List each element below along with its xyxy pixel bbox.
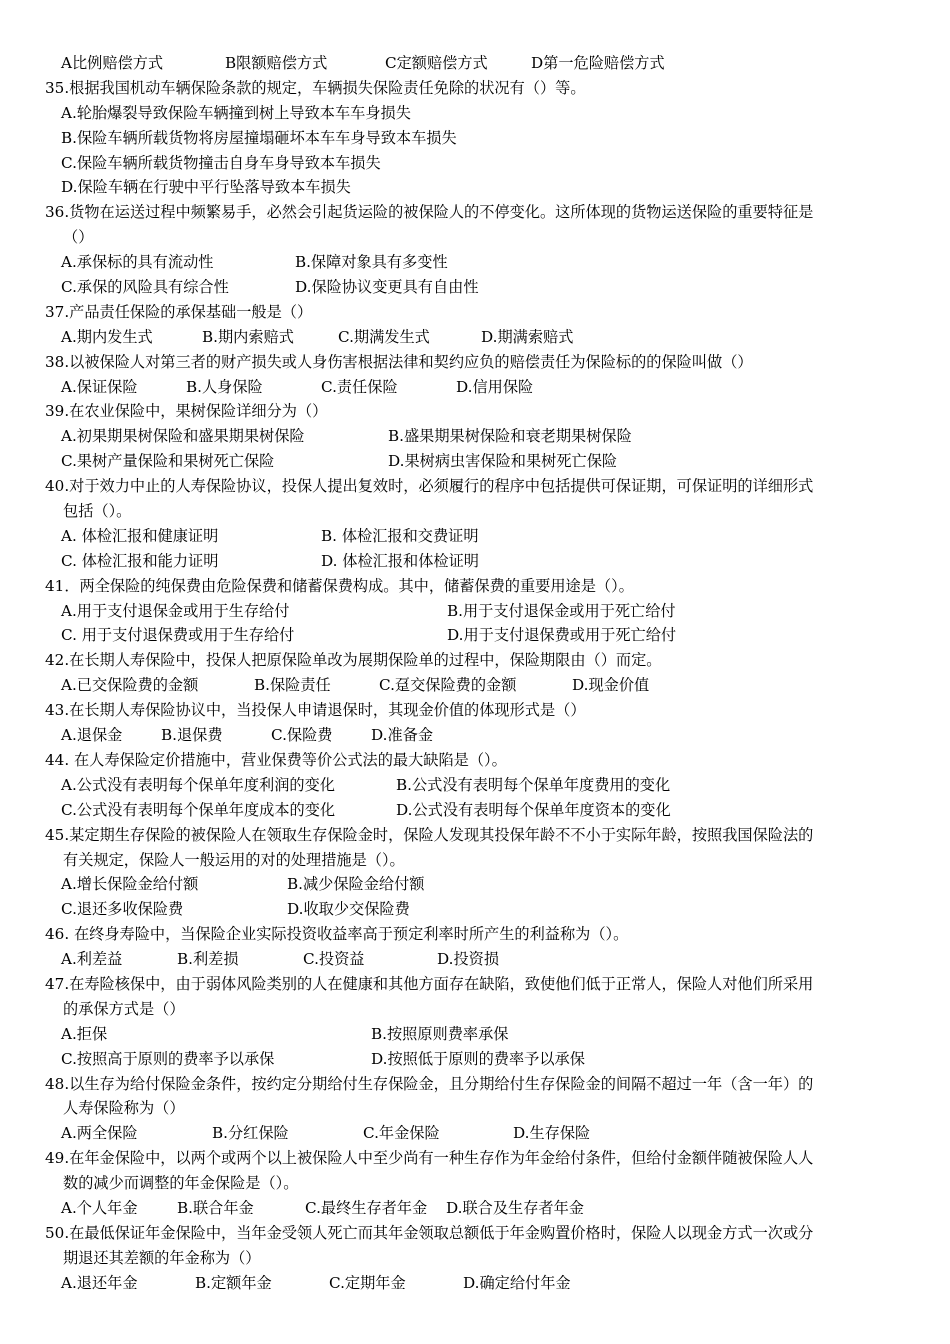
answer-option: B限额赔偿方式 bbox=[225, 54, 328, 72]
question-text: 47.在寿险核保中，由于弱体风险类别的人在健康和其他方面存在缺陷，致使他们低于正常人，保险人对他们所采用 bbox=[45, 974, 814, 993]
options-row bbox=[45, 424, 910, 449]
answer-option: D. 体检汇报和体检证明 bbox=[321, 551, 479, 570]
answer-option: C.最终生存者年金 bbox=[305, 1198, 428, 1217]
answer-option: A.退还年金 bbox=[61, 1273, 138, 1292]
answer-option: C.保险费 bbox=[271, 726, 333, 745]
options-row bbox=[45, 151, 910, 176]
answer-option: C.期满发生式 bbox=[338, 327, 430, 346]
answer-option: C.公式没有表明每个保单年度成本的变化 bbox=[61, 800, 336, 819]
question-text-continued: 包括（）。 bbox=[63, 502, 132, 521]
answer-option: B.期内索赔式 bbox=[202, 327, 294, 346]
options-row bbox=[45, 524, 910, 549]
answer-option: D.公式没有表明每个保单年度资本的变化 bbox=[396, 800, 671, 819]
answer-option: D.收取少交保险费 bbox=[287, 900, 410, 919]
answer-option: D.保险协议变更具有自由性 bbox=[295, 278, 479, 297]
answer-option: D.按照低于原则的费率予以承保 bbox=[371, 1049, 585, 1068]
question-text: 38.以被保险人对第三者的财产损失或人身伤害根据法律和契约应负的赔偿责任为保险标的的保险叫做（） bbox=[45, 352, 753, 371]
question-text: 35.根据我国机动车辆保险条款的规定，车辆损失保险责任免除的状况有（）等。 bbox=[45, 78, 586, 97]
question-text: 37.产品责任保险的承保基础一般是（） bbox=[45, 302, 313, 321]
answer-option: D.投资损 bbox=[437, 950, 500, 969]
question-text: 43.在长期人寿保险协议中，当投保人申请退保时，其现金价值的体现形式是（） bbox=[45, 701, 586, 720]
options-row bbox=[45, 947, 910, 972]
options-row bbox=[45, 623, 910, 648]
answer-option: C.投资益 bbox=[303, 950, 365, 969]
answer-option: A.承保标的具有流动性 bbox=[61, 253, 214, 272]
question-text-continued: 期退还其差额的年金称为（） bbox=[63, 1248, 261, 1267]
answer-option: D.准备金 bbox=[371, 726, 434, 745]
answer-option: D.保险车辆在行驶中平行坠落导致本车损失 bbox=[61, 178, 351, 197]
question-text-continued: 人寿保险称为（） bbox=[63, 1099, 185, 1118]
question-text-continued: （） bbox=[63, 228, 94, 247]
answer-option: A.初果期果树保险和盛果期果树保险 bbox=[61, 427, 305, 446]
answer-option: B.退保费 bbox=[161, 726, 223, 745]
options-row bbox=[45, 175, 910, 200]
options-row bbox=[45, 599, 910, 624]
answer-option: A.两全保险 bbox=[61, 1124, 138, 1143]
options-row bbox=[45, 1196, 910, 1221]
answer-option: A.已交保险费的金额 bbox=[61, 676, 199, 695]
answer-option: A.退保金 bbox=[61, 726, 123, 745]
options-row bbox=[45, 51, 910, 76]
answer-option: A.公式没有表明每个保单年度利润的变化 bbox=[61, 775, 335, 794]
question-text: 42.在长期人寿保险中，投保人把原保险单改为展期保险单的过程中，保险期限由（）而定。 bbox=[45, 651, 662, 670]
answer-option: B.定额年金 bbox=[195, 1273, 272, 1292]
answer-option: C.责任保险 bbox=[321, 377, 398, 396]
answer-option: C.保险车辆所载货物撞击自身车身导致本车损失 bbox=[61, 153, 381, 172]
question-text: 41．两全保险的纯保费由危险保费和储蓄保费构成。其中，储蓄保费的重要用途是（）。 bbox=[45, 576, 634, 595]
answer-option: B.减少保险金给付额 bbox=[287, 875, 425, 894]
answer-option: C. 体检汇报和能力证明 bbox=[61, 551, 219, 570]
answer-option: A.个人年金 bbox=[61, 1198, 138, 1217]
options-row bbox=[45, 275, 910, 300]
options-row bbox=[45, 872, 910, 897]
answer-option: D.果树病虫害保险和果树死亡保险 bbox=[388, 452, 618, 471]
answer-option: D.生存保险 bbox=[513, 1124, 591, 1143]
question-text-continued: 有关规定，保险人一般运用的对的处理措施是（）。 bbox=[63, 850, 405, 869]
options-row bbox=[45, 250, 910, 275]
options-row bbox=[45, 1022, 910, 1047]
answer-option: C.退还多收保险费 bbox=[61, 900, 184, 919]
answer-option: B.联合年金 bbox=[177, 1198, 254, 1217]
question-text: 40.对于效力中止的人寿保险协议，投保人提出复效时，必须履行的程序中包括提供可保证期，可保证明的详细形式 bbox=[45, 477, 814, 496]
answer-option: C.承保的风险具有综合性 bbox=[61, 278, 229, 297]
options-row bbox=[45, 673, 910, 698]
answer-option: A.拒保 bbox=[61, 1024, 108, 1043]
options-row bbox=[45, 773, 910, 798]
answer-option: B.保障对象具有多变性 bbox=[295, 253, 448, 272]
answer-option: C定额赔偿方式 bbox=[385, 54, 488, 72]
answer-option: B.按照原则费率承保 bbox=[371, 1024, 509, 1043]
options-row bbox=[45, 897, 910, 922]
answer-option: B.公式没有表明每个保单年度费用的变化 bbox=[396, 775, 671, 794]
answer-option: C.按照高于原则的费率予以承保 bbox=[61, 1049, 275, 1068]
question-text: 48.以生存为给付保险金条件，按约定分期给付生存保险金，且分期给付生存保险金的间隔不超过一年（含一年）的 bbox=[45, 1074, 814, 1093]
options-row bbox=[45, 325, 910, 350]
answer-option: A.轮胎爆裂导致保险车辆撞到树上导致本车车身损失 bbox=[61, 103, 411, 122]
answer-option: C.果树产量保险和果树死亡保险 bbox=[61, 452, 275, 471]
question-text: 44. 在人寿保险定价措施中，营业保费等价公式法的最大缺陷是（）。 bbox=[45, 750, 507, 769]
answer-option: B.盛果期果树保险和衰老期果树保险 bbox=[388, 427, 632, 446]
options-row bbox=[45, 449, 910, 474]
answer-option: B.用于支付退保金或用于死亡给付 bbox=[447, 601, 676, 620]
question-text: 39.在农业保险中，果树保险详细分为（） bbox=[45, 402, 328, 421]
answer-option: D.信用保险 bbox=[456, 377, 534, 396]
answer-option: D.用于支付退保费或用于死亡给付 bbox=[447, 626, 677, 645]
answer-option: A.保证保险 bbox=[61, 377, 138, 396]
answer-option: A.利差益 bbox=[61, 950, 123, 969]
answer-option: D.确定给付年金 bbox=[463, 1273, 571, 1292]
answer-option: B.利差损 bbox=[177, 950, 239, 969]
answer-option: B.人身保险 bbox=[186, 377, 263, 396]
answer-option: A.增长保险金给付额 bbox=[61, 875, 199, 894]
answer-option: C.年金保险 bbox=[363, 1124, 440, 1143]
answer-option: C.定期年金 bbox=[329, 1273, 406, 1292]
question-text: 45.某定期生存保险的被保险人在领取生存保险金时，保险人发现其投保年龄不不小于实际年龄，按照我国保险法的 bbox=[45, 825, 814, 844]
question-text: 36.货物在运送过程中频繁易手，必然会引起货运险的被保险人的不停变化。这所体现的货物运送保险的重要特征是 bbox=[45, 203, 814, 222]
options-row bbox=[45, 1271, 910, 1296]
question-text: 50.在最低保证年金保险中，当年金受领人死亡而其年金领取总额低于年金购置价格时，保险人以现金方式一次或分 bbox=[45, 1223, 814, 1242]
answer-option: D.现金价值 bbox=[572, 676, 650, 695]
answer-option: A比例赔偿方式 bbox=[61, 54, 164, 72]
answer-option: B.保险责任 bbox=[254, 676, 331, 695]
question-text: 49.在年金保险中，以两个或两个以上被保险人中至少尚有一种生存作为年金给付条件，但给付金额伴随被保险人人 bbox=[45, 1149, 814, 1168]
options-row bbox=[45, 1121, 910, 1146]
answer-option: C. 用于支付退保费或用于生存给付 bbox=[61, 626, 295, 645]
options-row bbox=[45, 126, 910, 151]
options-row bbox=[45, 798, 910, 823]
options-row bbox=[45, 723, 910, 748]
answer-option: A.期内发生式 bbox=[61, 327, 153, 346]
answer-option: B.保险车辆所载货物将房屋撞塌砸坏本车车身导致本车损失 bbox=[61, 128, 457, 147]
options-row bbox=[45, 549, 910, 574]
answer-option: B.分红保险 bbox=[212, 1124, 289, 1143]
question-text-continued: 数的减少而调整的年金保险是（）。 bbox=[63, 1174, 299, 1193]
question-text: 46. 在终身寿险中，当保险企业实际投资收益率高于预定利率时所产生的利益称为（）。 bbox=[45, 925, 629, 944]
answer-option: A.用于支付退保金或用于生存给付 bbox=[61, 601, 290, 620]
answer-option: D.期满索赔式 bbox=[481, 327, 574, 346]
answer-option: A. 体检汇报和健康证明 bbox=[61, 526, 219, 545]
answer-option: C.趸交保险费的金额 bbox=[379, 676, 517, 695]
answer-option: B. 体检汇报和交费证明 bbox=[321, 526, 479, 545]
options-row bbox=[45, 101, 910, 126]
answer-option: D第一危险赔偿方式 bbox=[531, 54, 665, 72]
options-row bbox=[45, 1047, 910, 1072]
answer-option: D.联合及生存者年金 bbox=[446, 1198, 584, 1217]
question-text-continued: 的承保方式是（） bbox=[63, 999, 185, 1018]
options-row bbox=[45, 375, 910, 400]
